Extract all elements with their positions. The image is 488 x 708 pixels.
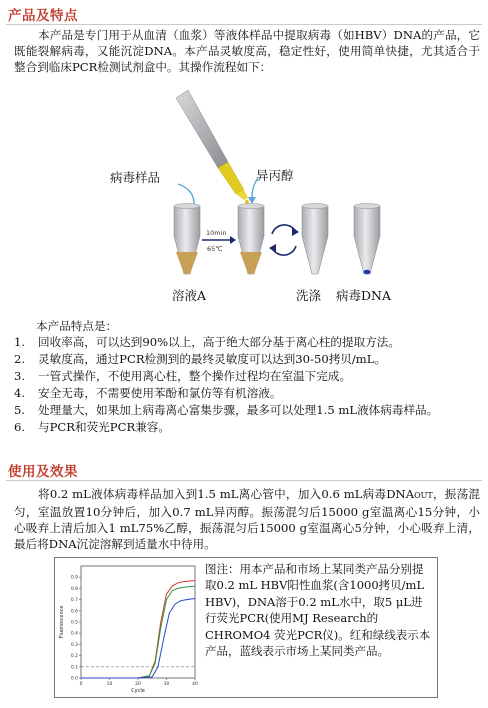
workflow-illustration bbox=[0, 86, 488, 314]
section-title-usage: 使用及效果 bbox=[8, 464, 78, 480]
tube-icon bbox=[302, 204, 328, 275]
arrow-icon bbox=[292, 227, 299, 236]
pcr-chart bbox=[55, 558, 201, 695]
y-tick-label: 0.8 bbox=[70, 586, 78, 592]
x-axis-label: Cycle bbox=[131, 688, 145, 694]
section-divider bbox=[6, 480, 482, 481]
y-axis-label: Fluorescence bbox=[59, 605, 65, 639]
y-tick-label: 0.5 bbox=[70, 620, 78, 626]
list-item: 1. 回收率高，可以达到90%以上，高于绝大部分基于离心柱的提取方法。 bbox=[14, 335, 400, 349]
x-tick-label: 40 bbox=[192, 682, 198, 687]
wash-label: 洗涤 bbox=[296, 288, 322, 303]
y-tick-label: 0.6 bbox=[70, 609, 78, 615]
x-tick-label: 30 bbox=[163, 682, 170, 687]
list-item: 4. 安全无毒，不需要使用苯酚和氯仿等有机溶液。 bbox=[14, 386, 282, 400]
y-tick-label: 0.1 bbox=[70, 665, 78, 671]
x-tick-label: 10 bbox=[106, 682, 113, 687]
list-item: 2. 灵敏度高，通过PCR检测到的最终灵敏度可以达到30-50拷贝/mL。 bbox=[14, 352, 387, 366]
tube-icon bbox=[354, 204, 380, 275]
solution-a-label: 溶液A bbox=[172, 288, 207, 303]
tube-icon bbox=[238, 204, 264, 275]
y-tick-label: 0.9 bbox=[70, 575, 78, 581]
arrow-icon bbox=[248, 197, 256, 204]
arrow-icon bbox=[230, 236, 236, 244]
time-label: 10min bbox=[206, 229, 227, 237]
y-tick-label: 0.4 bbox=[70, 631, 78, 637]
section-title-features: 产品及特点 bbox=[8, 8, 78, 24]
temperature-label: 65℃ bbox=[207, 245, 223, 253]
list-item: 5. 处理量大，如果加上病毒离心富集步骤，最多可以处理1.5 mL液体病毒样品。 bbox=[14, 403, 439, 417]
list-item: 6. 与PCR和荧光PCR兼容。 bbox=[14, 420, 170, 434]
tube-icon bbox=[174, 204, 200, 275]
section-divider bbox=[6, 24, 482, 25]
y-tick-label: 0.3 bbox=[70, 642, 78, 648]
x-tick-label: 20 bbox=[135, 682, 141, 687]
y-tick-label: 0.0 bbox=[70, 676, 78, 682]
features-list bbox=[14, 334, 484, 436]
arrow-icon bbox=[269, 244, 276, 253]
viral-dna-label: 病毒DNA bbox=[336, 288, 391, 303]
y-tick-label: 0.7 bbox=[70, 598, 78, 604]
figure-caption: 图注：用本产品和市场上某同类产品分别提取0.2 mL HBV阳性血浆(含1000拷贝/mL HBV)，DNA溶于0.2 mL水中，取5 μL进行荧光PCR(使用MJ Research的CHROMO4 荧光PCR仪)。红和绿线表示本产品，蓝线表示市场上某同类产品。 bbox=[205, 562, 431, 659]
usage-paragraph: 将0.2 mL液体病毒样品加入到1.5 mL离心管中，加入0.6 mL病毒DNAOUT，振荡混匀，室温放置10分钟后，加入0.7 mL异丙醇。振荡混匀后15000 g室温离心15分钟，小心吸弃上清后加入1 mL75%乙醇，振荡混匀后15000 g室温离心5分钟，小心吸弃上清，最后将DNA沉淀溶解到适量水中待用。 bbox=[14, 487, 480, 551]
x-tick-label: 0 bbox=[79, 682, 83, 687]
workflow-diagram bbox=[0, 86, 488, 314]
intro-paragraph: 本产品是专门用于从血清（血浆）等液体样品中提取病毒（如HBV）DNA的产品，它既能裂解病毒，又能沉淀DNA。本产品灵敏度高，稳定性好，使用简单快捷，尤其适合于整合到临床PCR检测试剂盒中。其操作流程如下： bbox=[14, 28, 480, 74]
list-item: 3. 一管式操作，不使用离心柱，整个操作过程均在室温下完成。 bbox=[14, 369, 352, 383]
sample-label: 病毒样品 bbox=[110, 170, 161, 185]
isopropanol-label: 异丙醇 bbox=[256, 168, 294, 183]
y-tick-label: 0.2 bbox=[70, 654, 78, 660]
result-figure bbox=[54, 557, 438, 698]
features-intro: 本产品特点是： bbox=[36, 319, 118, 333]
pipette-icon bbox=[176, 90, 249, 204]
